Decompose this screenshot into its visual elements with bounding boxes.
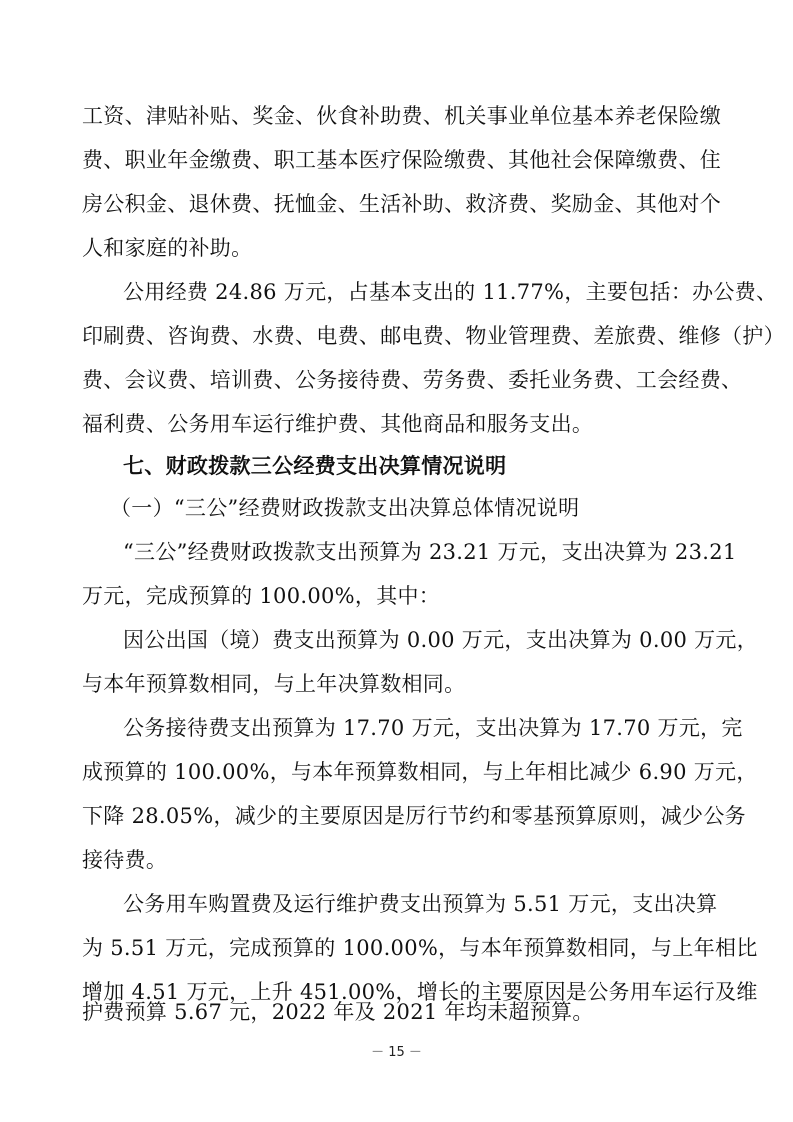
- text-line: 费、职业年金缴费、职工基本医疗保险缴费、其他社会保障缴费、住: [82, 148, 721, 172]
- text-line: 印刷费、咨询费、水费、电费、邮电费、物业管理费、差旅费、维修（护）: [82, 324, 785, 348]
- text-line: 下降 28.05%，减少的主要原因是厉行节约和零基预算原则，减少公务: [82, 804, 746, 828]
- text-line: 万元，完成预算的 100.00%，其中：: [82, 584, 441, 608]
- section-heading: 七、财政拨款三公经费支出决算情况说明: [123, 454, 507, 478]
- subsection-heading: （一）“三公”经费财政拨款支出决算总体情况说明: [110, 496, 580, 520]
- text-line: 增加 4.51 万元，上升 451.00%，增长的主要原因是公务用车运行及维: [82, 980, 758, 1004]
- text-line: 成预算的 100.00%，与本年预算数相同，与上年相比减少 6.90 万元，: [82, 760, 758, 784]
- text-line: 因公出国（境）费支出预算为 0.00 万元，支出决算为 0.00 万元，: [123, 628, 759, 652]
- text-line: 公务接待费支出预算为 17.70 万元，支出决算为 17.70 万元，完: [123, 716, 743, 740]
- page-number: － 15 －: [371, 1045, 422, 1060]
- text-line: 房公积金、退休费、抚恤金、生活补助、救济费、奖励金、其他对个: [82, 192, 721, 216]
- text-line: 护费预算 5.67 元，2022 年及 2021 年均未超预算。: [82, 1000, 594, 1024]
- text-line: 福利费、公务用车运行维护费、其他商品和服务支出。: [82, 412, 594, 436]
- text-line: “三公”经费财政拨款支出预算为 23.21 万元，支出决算为 23.21: [123, 540, 737, 564]
- text-line: 公务用车购置费及运行维护费支出预算为 5.51 万元，支出决算: [123, 892, 718, 916]
- text-line: 为 5.51 万元，完成预算的 100.00%，与本年预算数相同，与上年相比: [82, 936, 758, 960]
- text-line: 费、会议费、培训费、公务接待费、劳务费、委托业务费、工会经费、: [82, 368, 743, 392]
- text-line: 与本年预算数相同，与上年决算数相同。: [82, 672, 466, 696]
- text-line: 人和家庭的补助。: [82, 236, 253, 260]
- text-line: 工资、津贴补贴、奖金、伙食补助费、机关事业单位基本养老保险缴: [82, 104, 721, 128]
- text-line: 公用经费 24.86 万元，占基本支出的 11.77%，主要包括：办公费、: [123, 280, 778, 304]
- text-line: 接待费。: [82, 848, 168, 872]
